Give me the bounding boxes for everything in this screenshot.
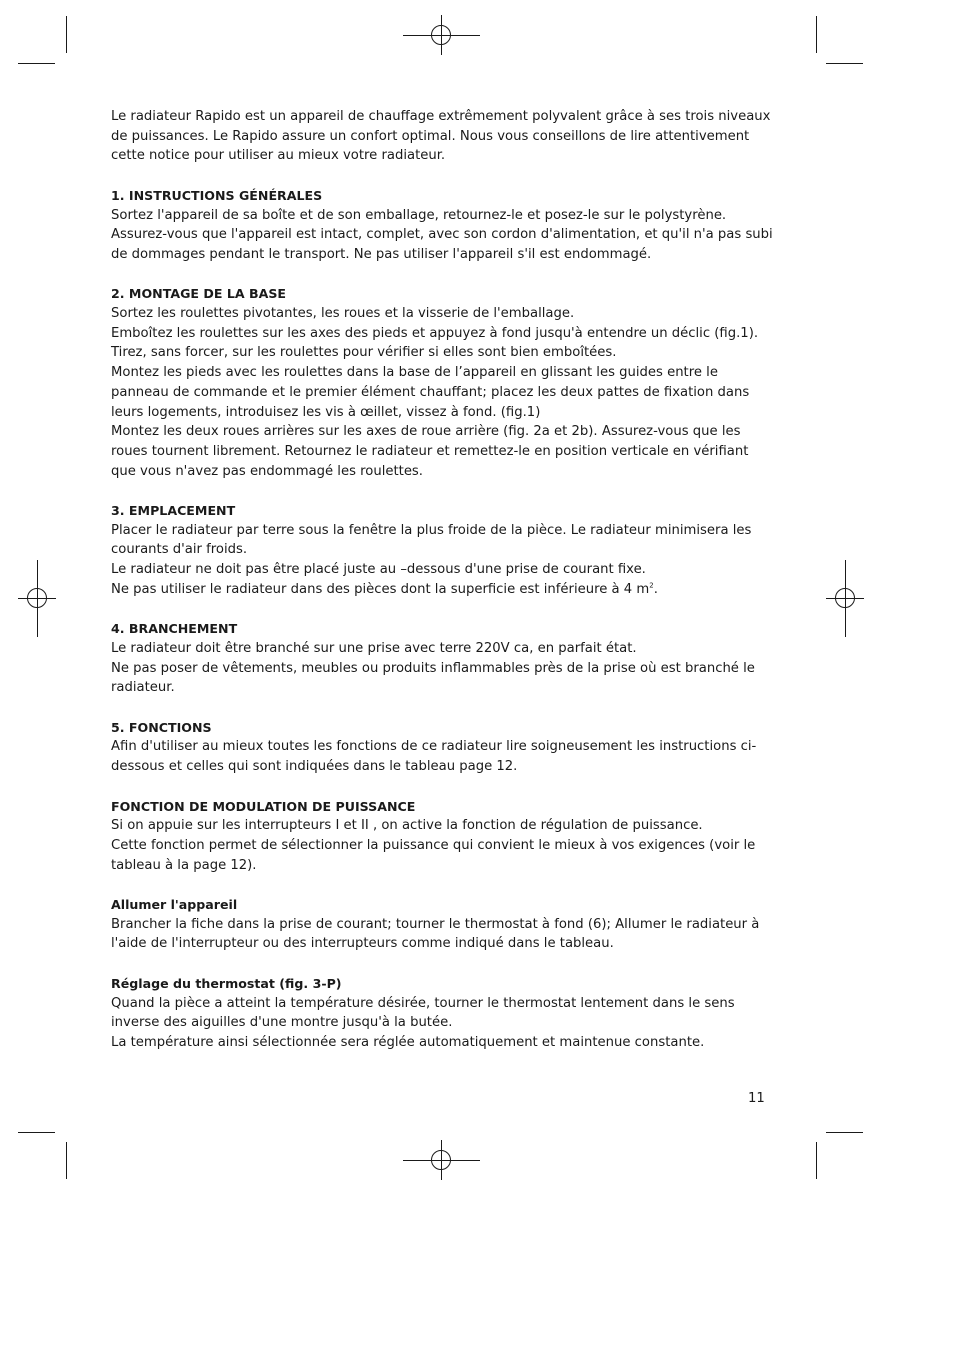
section-heading-connection: 4. BRANCHEMENT [111, 621, 238, 637]
paragraph: Ne pas poser de vêtements, meubles ou produits inflammables près de la prise où est branché le radiateur. [111, 660, 755, 696]
paragraph: Sortez l'appareil de sa boîte et de son emballage, retournez-le et posez-le sur le polystyrène. Assurez-vous que l'appareil est intact, complet, avec son cordon d'alimentation, et qu'il n'a pas subi de dommages pendant le transport. Ne pas utiliser l'appareil s'il est endommagé. [111, 207, 773, 262]
crop-mark [18, 63, 55, 64]
document-body [111, 107, 773, 1053]
superscript: 2 [649, 581, 654, 590]
paragraph: Si on appuie sur les interrupteurs I et II , on active la fonction de régulation de puissance. [111, 818, 703, 834]
paragraph: Placer le radiateur par terre sous la fenêtre la plus froide de la pièce. Le radiateur minimisera les courants d'air froids. [111, 522, 752, 558]
paragraph-end: . [653, 581, 658, 597]
paragraph: Montez les deux roues arrières sur les axes de roue arrière (fig. 2a et 2b). Assurez-vous que les roues tournent librement. Retournez le radiateur et remettez-le en position verticale en vérifiant que vous n'avez pas endommagé les roulettes. [111, 424, 749, 479]
paragraph: La température ainsi sélectionnée sera réglée automatiquement et maintenue constante. [111, 1034, 705, 1050]
paragraph: Quand la pièce a atteint la température désirée, tourner le thermostat lentement dans le sens inverse des aiguilles d'une montre jusqu'à la butée. [111, 995, 735, 1031]
crop-mark [66, 1142, 67, 1179]
paragraph: Sortez les roulettes pivotantes, les roues et la visserie de l'emballage. [111, 306, 575, 321]
paragraph: Emboîtez les roulettes sur les axes des pieds et appuyez à fond jusqu'à entendre un déclic (fig.1). Tirez, sans forcer, sur les roulettes pour vérifier si elles sont bien emboîtées. [111, 325, 759, 361]
paragraph: Le radiateur doit être branché sur une prise avec terre 220V ca, en parfait état. [111, 640, 637, 656]
crop-mark [826, 63, 863, 64]
paragraph: Brancher la fiche dans la prise de courant; tourner le thermostat à fond (6); Allumer le radiateur à l'aide de l'interrupteur ou des interrupteurs comme indiqué dans le tableau. [111, 916, 760, 952]
section-heading-modulation: FONCTION DE MODULATION DE PUISSANCE [111, 798, 416, 814]
subheading-thermostat: Réglage du thermostat (fig. 3-P) [111, 975, 342, 991]
intro-paragraph: Le radiateur Rapido est un appareil de chauffage extrêmement polyvalent grâce à ses trois niveaux de puissances. Le Rapido assure un confort optimal. Nous vous conseillons de lire attentivement cette notice pour utiliser au mieux votre radiateur. [111, 109, 771, 164]
paragraph: Afin d'utiliser au mieux toutes les fonctions de ce radiateur lire soigneusement les instructions ci-dessous et celles qui sont indiquées dans le tableau page 12. [111, 739, 757, 775]
crop-mark [66, 16, 67, 53]
paragraph-text: Ne pas utiliser le radiateur dans des pièces dont la superficie est inférieure à 4 m [111, 581, 650, 597]
page-number: 11 [748, 1091, 765, 1106]
section-heading-general: 1. INSTRUCTIONS GÉNÉRALES [111, 187, 323, 203]
section-heading-base: 2. MONTAGE DE LA BASE [111, 286, 287, 302]
crop-mark [816, 1142, 817, 1179]
paragraph: Cette fonction permet de sélectionner la puissance qui convient le mieux à vos exigences (voir le tableau à la page 12). [111, 837, 756, 873]
crop-mark [826, 1132, 863, 1133]
crop-mark [816, 16, 817, 53]
crop-mark [18, 1132, 55, 1133]
subheading-power-on: Allumer l'appareil [111, 897, 238, 913]
paragraph: Montez les pieds avec les roulettes dans la base de l’appareil en glissant les guides entre le panneau de commande et le premier élément chauffant; placez les deux pattes de fixation dans leurs logements, introduisez les vis à œillet, vissez à fond. (fig.1) [111, 365, 750, 420]
section-heading-functions: 5. FONCTIONS [111, 719, 212, 735]
paragraph: Le radiateur ne doit pas être placé juste au –dessous d'une prise de courant fixe. [111, 562, 646, 578]
paragraph [111, 580, 773, 600]
section-heading-placement: 3. EMPLACEMENT [111, 503, 236, 519]
